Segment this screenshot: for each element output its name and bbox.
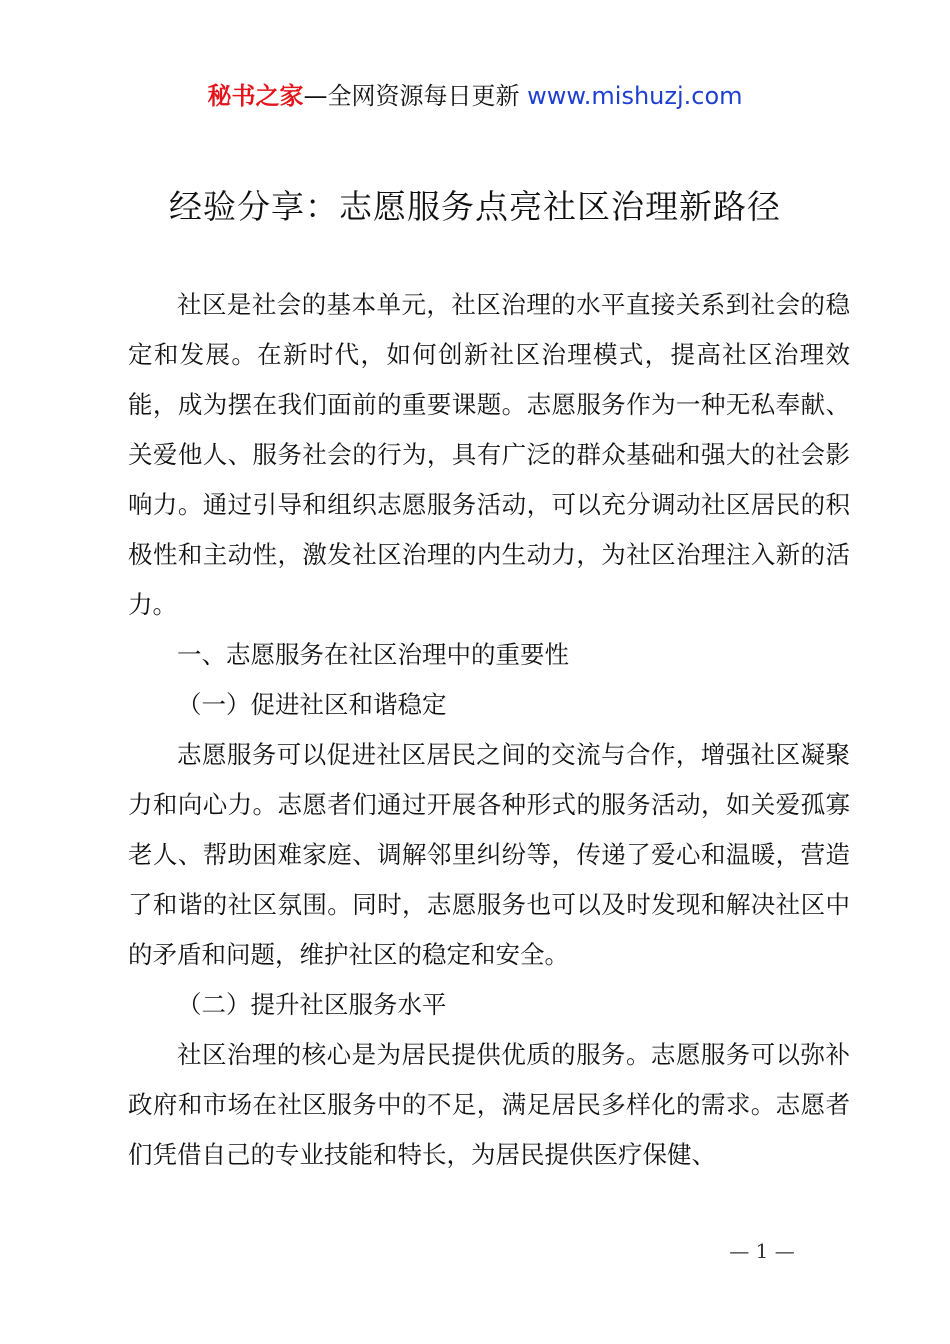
brand-name: 秘书之家 bbox=[207, 82, 304, 110]
page-number: — 1 — bbox=[729, 1239, 795, 1263]
site-header bbox=[0, 78, 950, 114]
paragraph-harmony: 志愿服务可以促进社区居民之间的交流与合作，增强社区凝聚力和向心力。志愿者们通过开展各种形式的服务活动，如关爱孤寡老人、帮助困难家庭、调解邻里纠纷等，传递了爱心和温暖，营造了和谐的社区氛围。同时，志愿服务也可以及时发现和解决社区中的矛盾和问题，维护社区的稳定和安全。 bbox=[128, 740, 850, 969]
section-heading-1: 一、志愿服务在社区治理中的重要性 bbox=[177, 640, 569, 669]
site-url-link[interactable]: www.mishuzj.com bbox=[527, 82, 743, 110]
subsection-heading-2: （二）提升社区服务水平 bbox=[177, 990, 447, 1019]
intro-paragraph: 社区是社会的基本单元，社区治理的水平直接关系到社会的稳定和发展。在新时代，如何创新社区治理模式，提高社区治理效能，成为摆在我们面前的重要课题。志愿服务作为一种无私奉献、关爱他人、服务社会的行为，具有广泛的群众基础和强大的社会影响力。通过引导和组织志愿服务活动，可以充分调动社区居民的积极性和主动性，激发社区治理的内生动力，为社区治理注入新的活力。 bbox=[128, 290, 850, 619]
paragraph-service: 社区治理的核心是为居民提供优质的服务。志愿服务可以弥补政府和市场在社区服务中的不足，满足居民多样化的需求。志愿者们凭借自己的专业技能和特长，为居民提供医疗保健、 bbox=[128, 1040, 850, 1169]
document-title: 经验分享：志愿服务点亮社区治理新路径 bbox=[169, 187, 781, 226]
document-body bbox=[128, 280, 850, 1180]
header-slogan: —全网资源每日更新 bbox=[303, 82, 520, 110]
subsection-heading-1: （一）促进社区和谐稳定 bbox=[177, 690, 447, 719]
